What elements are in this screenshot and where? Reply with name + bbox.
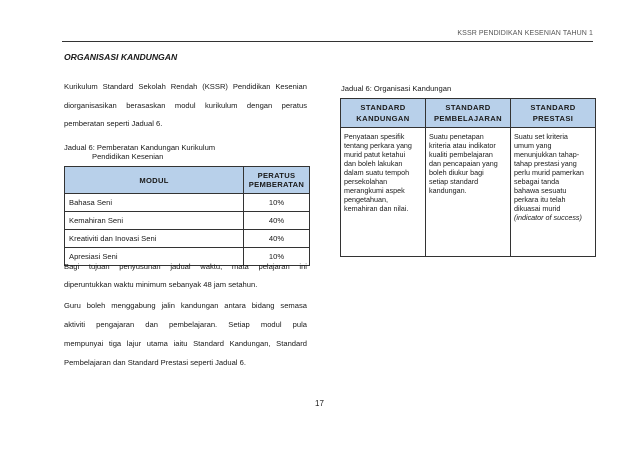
table1-header-modul: MODUL bbox=[65, 167, 244, 194]
module-name: Kemahiran Seni bbox=[65, 212, 244, 230]
module-name: Bahasa Seni bbox=[65, 194, 244, 212]
table-row bbox=[65, 230, 310, 248]
standard-prestasi-note: (indicator of success) bbox=[514, 213, 582, 222]
table-row bbox=[341, 128, 596, 257]
table-row bbox=[65, 212, 310, 230]
integration-paragraph-line1: Guru boleh menggabung jalin kandungan antara bidang semasa bbox=[64, 301, 307, 310]
table2-header-kandungan: STANDARD KANDUNGAN bbox=[341, 99, 426, 128]
module-percent: 10% bbox=[244, 248, 310, 266]
table1-caption-line2: Pendidikan Kesenian bbox=[92, 152, 164, 161]
integration-paragraph-line4: Pembelajaran dan Standard Prestasi seperti Jadual 6. bbox=[64, 358, 246, 367]
table-row bbox=[65, 194, 310, 212]
running-header: KSSR PENDIDIKAN KESENIAN TAHUN 1 bbox=[457, 30, 593, 37]
integration-paragraph-line2: aktiviti pengajaran dan pembelajaran. Setiap modul pula bbox=[64, 320, 307, 329]
section-title: ORGANISASI KANDUNGAN bbox=[64, 52, 178, 62]
page-number: 17 bbox=[315, 399, 324, 408]
module-percent: 10% bbox=[244, 194, 310, 212]
standard-kandungan-desc: Penyataan spesifik tentang perkara yang murid patut ketahui dan boleh lakukan dalam suatu tempoh persekolahan merangkumi aspek pengetahuan, kemahiran dan nilai. bbox=[344, 132, 412, 213]
intro-paragraph: Kurikulum Standard Sekolah Rendah (KSSR) Pendidikan Kesenian diorganisasikan berasaskan modul kurikulum dengan peratus pemberatan seperti Jadual 6. bbox=[64, 82, 307, 128]
module-name: Apresiasi Seni bbox=[65, 248, 244, 266]
standard-pembelajaran-desc: Suatu penetapan kriteria atau indikator kualiti pembelajaran dan pencapaian yang boleh diukur bagi setiap standard kandungan. bbox=[429, 132, 498, 195]
timetable-paragraph-line2: diperuntukkan waktu minimum sebanyak 48 jam setahun. bbox=[64, 280, 258, 289]
table1-header-peratus: PERATUS PEMBERATAN bbox=[244, 167, 310, 194]
header-rule bbox=[62, 41, 593, 42]
integration-paragraph-line3: mempunyai tiga lajur utama iaitu Standard Kandungan, Standard bbox=[64, 339, 307, 348]
timetable-paragraph-line1: Bagi tujuan penyusunan jadual waktu, mata pelajaran ini bbox=[64, 262, 307, 271]
standard-prestasi-desc: Suatu set kriteria umum yang menunjukkan tahap-tahap prestasi yang perlu murid pamerkan sebagai tanda bahawa sesuatu perkara itu telah dikuasai murid bbox=[514, 132, 584, 213]
content-organisation-table bbox=[340, 98, 596, 257]
table2-header-pembelajaran: STANDARD PEMBELAJARAN bbox=[426, 99, 511, 128]
module-weight-table bbox=[64, 166, 310, 266]
module-percent: 40% bbox=[244, 230, 310, 248]
table1-caption-line1: Jadual 6: Pemberatan Kandungan Kurikulum bbox=[64, 143, 216, 152]
module-percent: 40% bbox=[244, 212, 310, 230]
table2-caption: Jadual 6: Organisasi Kandungan bbox=[341, 84, 452, 93]
module-name: Kreativiti dan Inovasi Seni bbox=[65, 230, 244, 248]
table2-header-prestasi: STANDARD PRESTASI bbox=[511, 99, 596, 128]
